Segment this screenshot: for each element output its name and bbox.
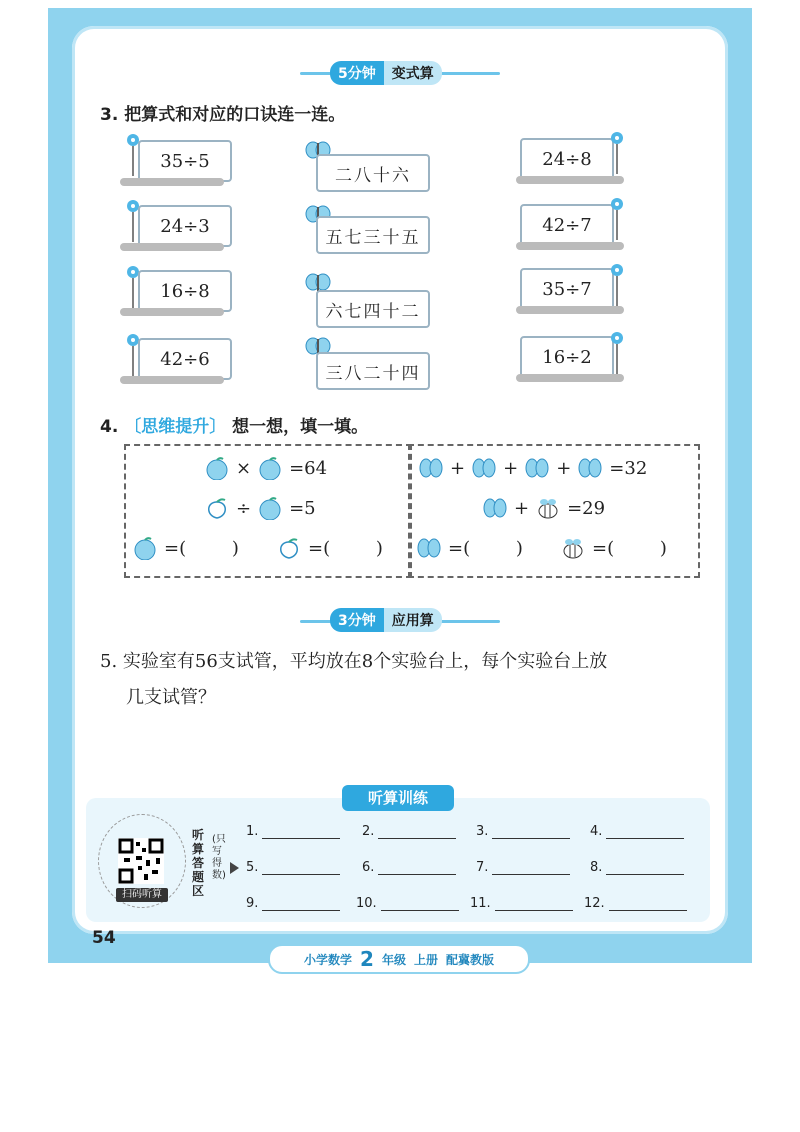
apple-icon	[132, 536, 158, 560]
butterfly-icon	[577, 456, 603, 480]
slot-number: 7.	[476, 860, 489, 875]
grass-decoration	[120, 308, 224, 316]
answer-blank-bee[interactable]: =( )	[592, 537, 667, 559]
answer-slot[interactable]	[590, 824, 684, 839]
flower-icon	[608, 330, 626, 376]
grass-decoration	[516, 306, 624, 314]
slot-number: 12.	[584, 896, 605, 911]
question-4-tag: 〔思维提升〕	[124, 417, 227, 437]
operator-plus: +	[556, 457, 572, 479]
result-64: =64	[289, 457, 328, 479]
slot-number: 1.	[246, 824, 259, 839]
middle-card-4[interactable]: 三八二十四	[316, 352, 430, 390]
middle-card-1[interactable]: 二八十六	[316, 154, 430, 192]
operator-plus: +	[514, 497, 530, 519]
puzzle-right-answer-2	[560, 536, 667, 560]
result-5: =5	[289, 497, 316, 519]
answer-slot[interactable]	[476, 824, 570, 839]
butterfly-icon	[416, 536, 442, 560]
left-card-1[interactable]: 35÷5	[138, 140, 232, 182]
section-name: 应用算	[384, 608, 442, 632]
operator-multiply: ×	[236, 457, 252, 479]
answer-blank-peach[interactable]: =( )	[308, 537, 383, 559]
answer-slot[interactable]	[246, 896, 340, 911]
peach-icon	[276, 536, 302, 560]
answer-slot[interactable]	[362, 860, 456, 875]
slot-number: 3.	[476, 824, 489, 839]
grass-decoration	[516, 176, 624, 184]
slot-number: 11.	[470, 896, 491, 911]
qr-label: 扫码听算	[116, 888, 168, 902]
result-29: =29	[567, 497, 606, 519]
answer-slot[interactable]	[362, 824, 456, 839]
question-5-line-2: 几支试管？	[126, 687, 216, 708]
apple-icon	[204, 456, 230, 480]
puzzle-right-answer-1	[416, 536, 523, 560]
apple-icon	[257, 456, 283, 480]
butterfly-icon	[418, 456, 444, 480]
slot-number: 5.	[246, 860, 259, 875]
footer-grade: 2	[360, 947, 374, 971]
slot-number: 4.	[590, 824, 603, 839]
footer-bar	[268, 944, 530, 974]
answer-slot[interactable]	[246, 860, 340, 875]
middle-card-2[interactable]: 五七三十五	[316, 216, 430, 254]
answer-slot[interactable]	[246, 824, 340, 839]
puzzle-left-answer-1	[132, 536, 239, 560]
answer-slot[interactable]	[584, 896, 687, 911]
right-card-1[interactable]: 24÷8	[520, 138, 614, 180]
flower-icon	[608, 262, 626, 308]
answer-area-note: (只写得数)	[212, 834, 226, 881]
puzzle-left-row-2	[204, 496, 316, 520]
slot-number: 8.	[590, 860, 603, 875]
slot-number: 6.	[362, 860, 375, 875]
question-4-title	[100, 412, 368, 437]
section-time: 5分钟	[330, 61, 384, 85]
left-card-2[interactable]: 24÷3	[138, 205, 232, 247]
operator-plus: +	[450, 457, 466, 479]
question-3-title: 3. 把算式和对应的口诀连一连。	[100, 105, 346, 125]
puzzle-right-row-1	[418, 456, 647, 480]
qr-code-icon[interactable]	[118, 838, 164, 884]
arrow-right-icon	[230, 862, 239, 874]
middle-card-3[interactable]: 六七四十二	[316, 290, 430, 328]
flower-icon	[608, 196, 626, 242]
grass-decoration	[120, 243, 224, 251]
slot-number: 10.	[356, 896, 377, 911]
grass-decoration	[516, 242, 624, 250]
butterfly-icon	[482, 496, 508, 520]
listening-title: 听算训练	[342, 785, 454, 811]
puzzle-left-answer-2	[276, 536, 383, 560]
butterfly-icon	[471, 456, 497, 480]
section-badge-1	[330, 62, 442, 84]
answer-slot[interactable]	[590, 860, 684, 875]
answer-slot[interactable]	[356, 896, 459, 911]
apple-icon	[257, 496, 283, 520]
flower-icon	[608, 130, 626, 176]
right-card-3[interactable]: 35÷7	[520, 268, 614, 310]
right-card-4[interactable]: 16÷2	[520, 336, 614, 378]
answer-area-label: 听算答题区	[192, 828, 205, 898]
footer-grade-label: 年级	[381, 952, 406, 967]
question-5-line-1: 5. 实验室有56支试管，平均放在8个实验台上，每个实验台上放	[100, 651, 608, 672]
butterfly-icon	[524, 456, 550, 480]
slot-number: 2.	[362, 824, 375, 839]
question-4-text: 想一想，填一填。	[232, 417, 369, 437]
answer-slot[interactable]	[476, 860, 570, 875]
answer-blank-butterfly[interactable]: =( )	[448, 537, 523, 559]
section-name: 变式算	[384, 61, 442, 85]
left-card-4[interactable]: 42÷6	[138, 338, 232, 380]
section-badge-2	[330, 609, 442, 631]
slot-number: 9.	[246, 896, 259, 911]
answer-blank-apple[interactable]: =( )	[164, 537, 239, 559]
grass-decoration	[516, 374, 624, 382]
peach-icon	[204, 496, 230, 520]
answer-slot[interactable]	[470, 896, 573, 911]
result-32: =32	[609, 457, 648, 479]
left-card-3[interactable]: 16÷8	[138, 270, 232, 312]
bee-icon	[560, 536, 586, 560]
operator-plus: +	[503, 457, 519, 479]
footer-subject: 小学数学	[304, 952, 353, 967]
footer-edition: 配冀教版	[445, 952, 494, 967]
grass-decoration	[120, 178, 224, 186]
section-time: 3分钟	[330, 608, 384, 632]
question-4-number: 4.	[100, 417, 119, 437]
puzzle-right-row-2	[482, 496, 605, 520]
operator-divide: ÷	[236, 497, 252, 519]
bee-icon	[535, 496, 561, 520]
page-number: 54	[92, 928, 116, 948]
grass-decoration	[120, 376, 224, 384]
right-card-2[interactable]: 42÷7	[520, 204, 614, 246]
footer-term: 上册	[413, 952, 438, 967]
puzzle-left-row-1	[204, 456, 327, 480]
